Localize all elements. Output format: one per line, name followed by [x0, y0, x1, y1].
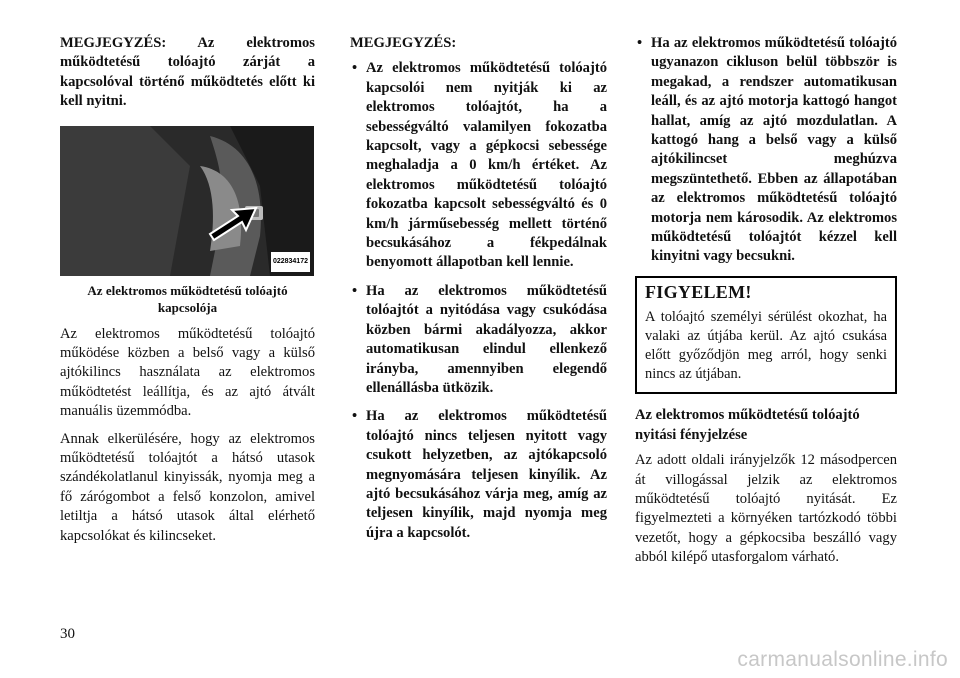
column-middle [350, 34, 607, 552]
list-item: • Ha az elektromos működtetésű tolóajtó nincs teljesen nyitott vagy csukott helyzetben, az ajtókapcsoló megnyomására teljesen kinyílik. Az ajtó becsukásához várja meg, amíg az teljesen kinyílik, majd nyomja meg újra a kapcsolót. [352, 408, 607, 541]
note-list [350, 59, 607, 543]
note-text: MEGJEGYZÉS: Az elektromos működtetésű tolóajtó zárját a kapcsolóval történő működtetés előtt ki kell nyitni. [60, 35, 315, 110]
warning-title: FIGYELEM! [645, 281, 752, 302]
page-number: 30 [60, 626, 75, 642]
paragraph: Az elektromos működtetésű tolóajtó működése közben a belső vagy a külső ajtókilincs használata az elektromos működtetést leállítja, és az ajtó átvált manuális üzemmódba. [60, 325, 315, 420]
paragraph: Az adott oldali irányjelzők 12 másodpercen át villogással jelzik az elektromos működtetésű tolóajtó nyitását. Ez figyelmezteti a környéken tartózkodó többi vezetőt, hogy a gépkocsiba beszálló vagy abból kilépő utasforgalom várható. [635, 452, 897, 566]
section-heading: Az elektromos működtetésű tolóajtó nyitási fényjelzése [635, 407, 860, 443]
watermark: carmanualsonline.info [737, 648, 948, 671]
bullet: • [352, 282, 358, 299]
list-item: • Az elektromos működtetésű tolóajtó kapcsolói nem nyitják ki az elektromos tolóajtót, ha a sebességváltó valamilyen fokozatba kapcsolt, vagy a gépkocsi sebessége meghaladja a 0 km/h értéket. Az elektromos működtetésű tolóajtó fokozatba kapcsolt sebességváltó és 0 km/h járműsebesség mellett történő becsukásához a fékpedálnak benyomott állapotban kell lennie. [352, 60, 607, 271]
column-left [60, 34, 315, 554]
bullet: • [637, 35, 643, 51]
door-switch-photo [60, 126, 314, 276]
list-item: • Ha az elektromos működtetésű tolóajtót a nyitódása vagy csukódása közben bármi akadályozza, akkor automatikusan elindul ellenkező irányba, amennyiben elegendő ellenállásba ütközik. [352, 282, 607, 396]
paragraph: Annak elkerülésére, hogy az elektromos működtetésű tolóajtót a hátsó utasok szándékolatlanul kinyissák, nyomja meg a fő zárógombot a felső konzolon, amivel letiltja a hátsó utasok által elérhető kapcsolókat és kilincseket. [60, 430, 315, 544]
photo-caption: Az elektromos működtetésű tolóajtó kapcsolója [87, 282, 288, 315]
list-item: • Ha az elektromos működtetésű tolóajtó ugyanazon cikluson belül többször is megakad, a rendszer automatikusan leáll, és az ajtó motorja kattogó hangot hallat, amíg az ajtó mozdulatlan. A kattogó hang a belső vagy a külső ajtókilincset meghúzva megszüntethető. Ebben az állapotában az elektromos működtetésű tolóajtó motorja nem károsodik. Az elektromos működtetésű tolóajtót kézzel kell kinyitni vagy becsukni. [637, 35, 897, 265]
column-right [635, 34, 897, 576]
note-title: MEGJEGYZÉS: [350, 35, 457, 51]
note-list [635, 34, 897, 267]
bullet: • [352, 60, 358, 77]
bullet: • [352, 408, 358, 425]
warning-text: A tolóajtó személyi sérülést okozhat, ha valaki az útjába kerül. Az ajtó csukása előtt győződjön meg arról, hogy senki nincs az útjában. [645, 309, 887, 383]
warning-box [635, 276, 897, 394]
photo-id-label: 022834172 [271, 252, 310, 271]
